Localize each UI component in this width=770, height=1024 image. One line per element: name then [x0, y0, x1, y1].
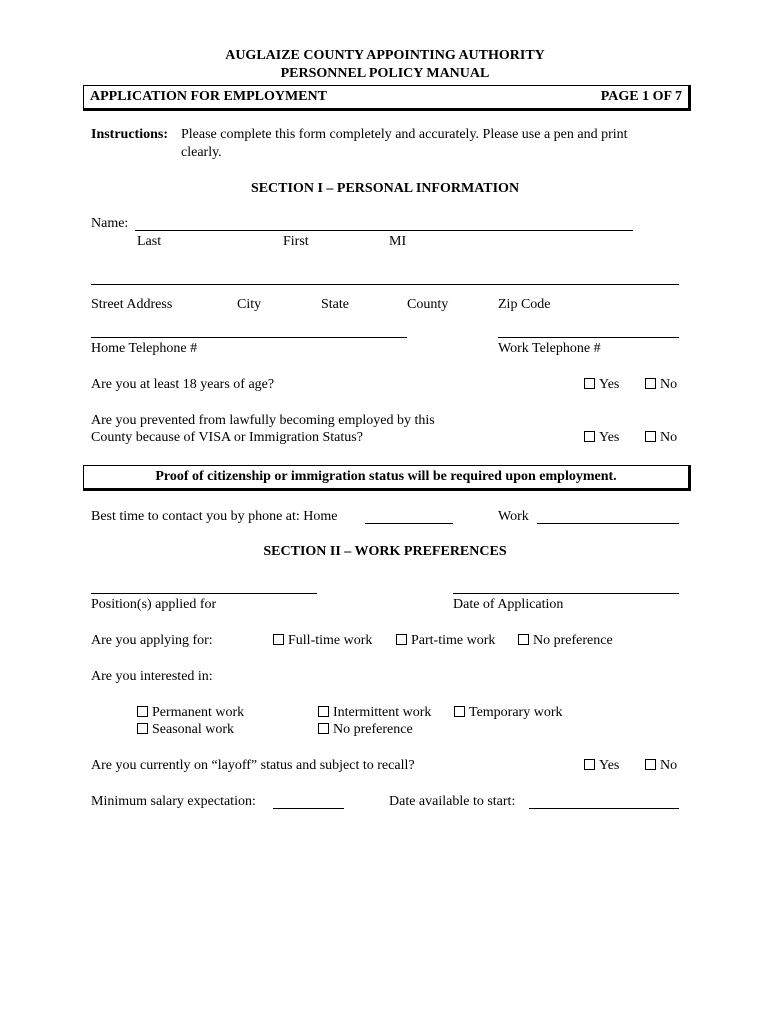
option-label: Yes: [599, 430, 620, 445]
visa-question: Are you prevented from lawfully becoming employed by this: [91, 413, 435, 428]
option-label: No preference: [533, 633, 613, 648]
part-time-option[interactable]: [396, 633, 495, 649]
checkbox-icon[interactable]: [396, 634, 407, 645]
visa-yes-option[interactable]: [584, 430, 619, 446]
applying-for-label: Are you applying for:: [91, 633, 213, 648]
street-address-caption: Street Address: [91, 297, 173, 312]
checkbox-icon[interactable]: [645, 759, 656, 770]
date-available-field[interactable]: [529, 808, 679, 809]
proof-notice-box: [83, 465, 691, 491]
position-field[interactable]: [91, 593, 317, 594]
checkbox-icon[interactable]: [584, 378, 595, 389]
option-label: Temporary work: [469, 705, 563, 720]
checkbox-icon[interactable]: [137, 706, 148, 717]
form-title: APPLICATION FOR EMPLOYMENT: [90, 89, 327, 104]
name-last-caption: Last: [137, 234, 162, 249]
instructions-text: Please complete this form completely and accurately. Please use a pen and print: [181, 127, 628, 142]
seasonal-work-option[interactable]: [137, 722, 234, 738]
age-question: Are you at least 18 years of age?: [91, 377, 275, 392]
no-preference-option[interactable]: [518, 633, 613, 649]
home-telephone-caption: Home Telephone #: [91, 341, 198, 356]
checkbox-icon[interactable]: [518, 634, 529, 645]
section-2-title: SECTION II – WORK PREFERENCES: [263, 544, 507, 559]
best-time-home-field[interactable]: [365, 523, 453, 524]
best-time-label: Best time to contact you by phone at: Home: [91, 509, 338, 524]
option-label: No: [660, 430, 678, 445]
checkbox-icon[interactable]: [318, 706, 329, 717]
layoff-no-option[interactable]: [645, 758, 677, 774]
option-label: No: [660, 758, 678, 773]
form-title-bar: [83, 85, 691, 111]
checkbox-icon[interactable]: [584, 759, 595, 770]
city-caption: City: [237, 297, 262, 312]
checkbox-icon[interactable]: [645, 431, 656, 442]
visa-question-cont: County because of VISA or Immigration Status?: [91, 430, 363, 445]
option-label: Yes: [599, 758, 620, 773]
option-label: Seasonal work: [152, 722, 235, 737]
position-caption: Position(s) applied for: [91, 597, 217, 612]
option-label: Part-time work: [411, 633, 496, 648]
best-time-work-label: Work: [498, 509, 529, 524]
checkbox-icon[interactable]: [454, 706, 465, 717]
option-label: Full-time work: [288, 633, 373, 648]
name-first-caption: First: [283, 234, 309, 249]
permanent-work-option[interactable]: [137, 705, 244, 721]
home-telephone-field[interactable]: [91, 337, 407, 338]
work-telephone-caption: Work Telephone #: [498, 341, 601, 356]
no-preference-interest-option[interactable]: [318, 722, 413, 738]
checkbox-icon[interactable]: [273, 634, 284, 645]
best-time-work-field[interactable]: [537, 523, 679, 524]
header-authority: AUGLAIZE COUNTY APPOINTING AUTHORITY: [225, 48, 545, 63]
intermittent-work-option[interactable]: [318, 705, 431, 721]
option-label: No preference: [333, 722, 413, 737]
checkbox-icon[interactable]: [584, 431, 595, 442]
county-caption: County: [407, 297, 449, 312]
section-1-title: SECTION I – PERSONAL INFORMATION: [250, 181, 520, 196]
work-telephone-field[interactable]: [498, 337, 679, 338]
instructions-text-cont: clearly.: [181, 145, 222, 160]
temporary-work-option[interactable]: [454, 705, 563, 721]
checkbox-icon[interactable]: [137, 723, 148, 734]
option-label: Yes: [599, 377, 620, 392]
option-label: No: [660, 377, 678, 392]
date-available-label: Date available to start:: [389, 794, 516, 809]
page-number: PAGE 1 OF 7: [600, 89, 682, 104]
name-field[interactable]: [135, 230, 633, 231]
min-salary-label: Minimum salary expectation:: [91, 794, 256, 809]
address-field[interactable]: [91, 284, 679, 285]
age-yes-option[interactable]: [584, 377, 619, 393]
interested-in-label: Are you interested in:: [91, 669, 213, 684]
instructions-label: Instructions:: [91, 127, 169, 142]
zip-code-caption: Zip Code: [498, 297, 551, 312]
date-of-application-field[interactable]: [453, 593, 679, 594]
checkbox-icon[interactable]: [645, 378, 656, 389]
option-label: Intermittent work: [333, 705, 432, 720]
full-time-option[interactable]: [273, 633, 372, 649]
min-salary-field[interactable]: [273, 808, 344, 809]
visa-no-option[interactable]: [645, 430, 677, 446]
checkbox-icon[interactable]: [318, 723, 329, 734]
name-mi-caption: MI: [389, 234, 407, 249]
state-caption: State: [321, 297, 349, 312]
proof-notice-text: Proof of citizenship or immigration status will be required upon employment.: [155, 469, 617, 484]
layoff-yes-option[interactable]: [584, 758, 619, 774]
age-no-option[interactable]: [645, 377, 677, 393]
date-of-application-caption: Date of Application: [453, 597, 564, 612]
option-label: Permanent work: [152, 705, 245, 720]
layoff-question: Are you currently on “layoff” status and subject to recall?: [91, 758, 415, 773]
name-label: Name:: [91, 216, 129, 231]
header-manual: PERSONNEL POLICY MANUAL: [280, 66, 490, 81]
